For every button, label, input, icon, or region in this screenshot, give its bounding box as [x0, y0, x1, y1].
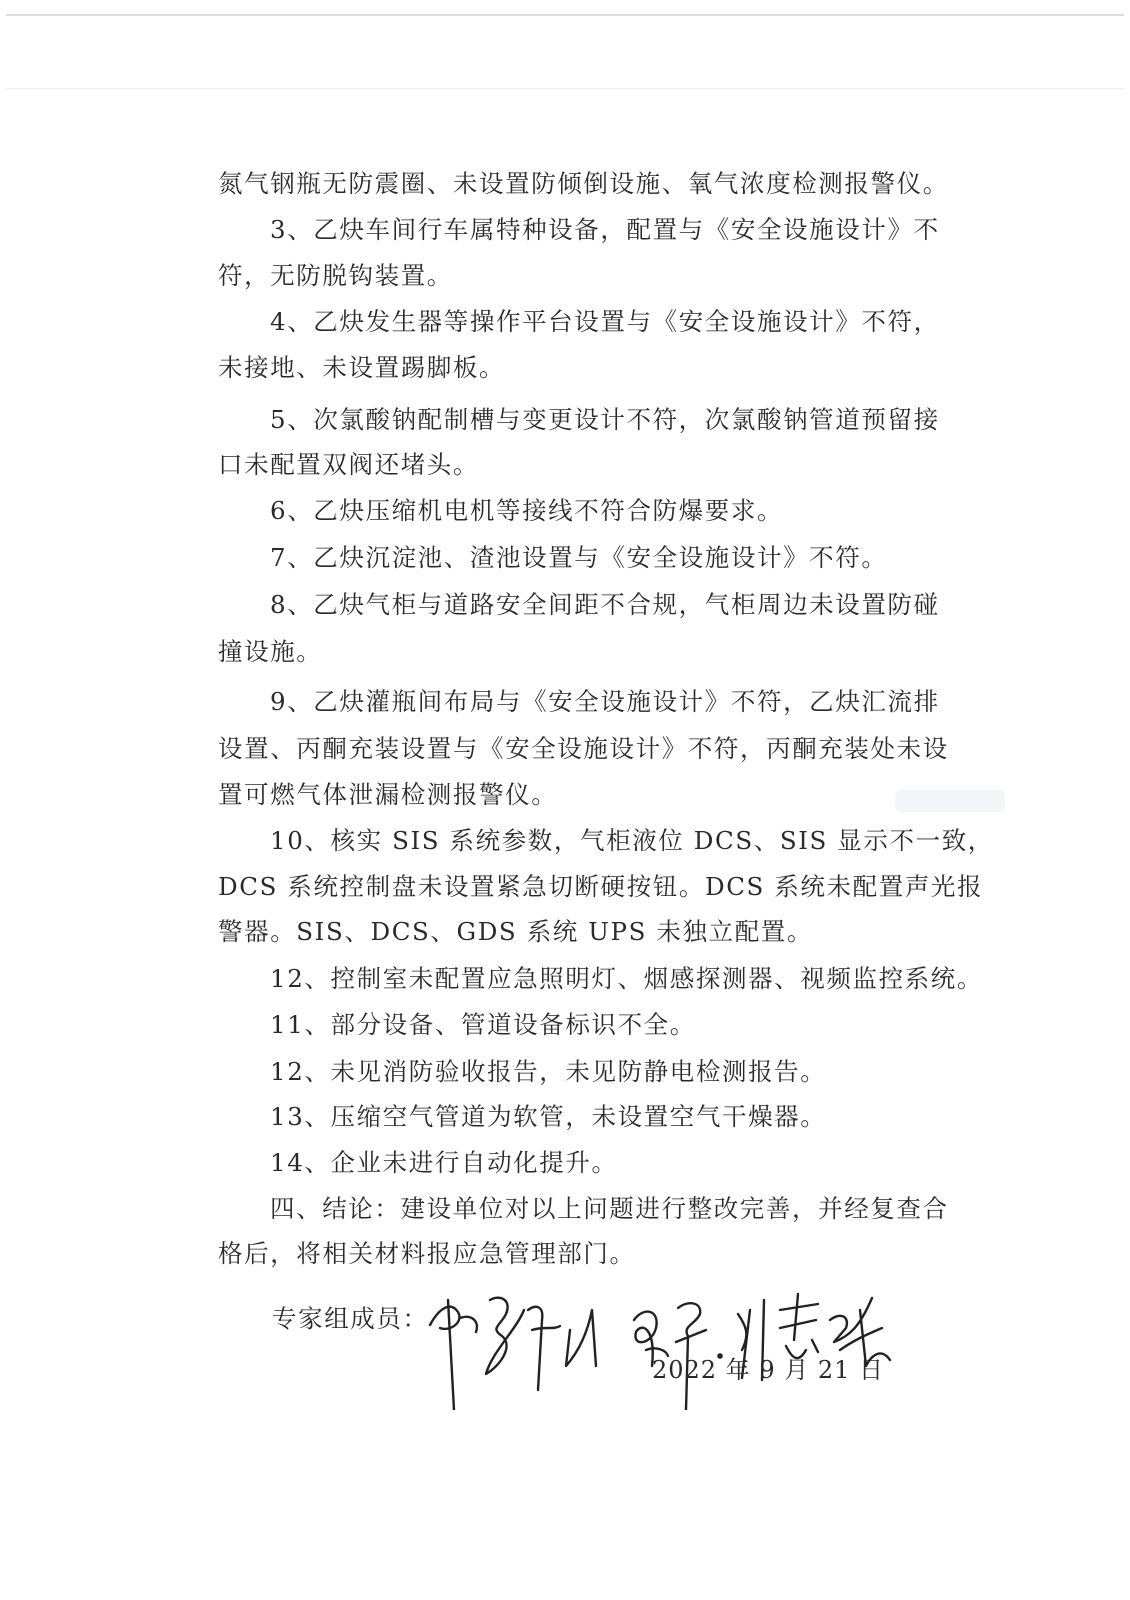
item-6: 6、乙炔压缩机电机等接线不符合防爆要求。: [270, 496, 784, 525]
document-date: 2022 年 9 月 21 日: [652, 1356, 885, 1384]
item-10-line-1: 10、核实 SIS 系统参数，气柜液位 DCS、SIS 显示不一致，: [270, 826, 994, 855]
item-11: 11、部分设备、管道设备标识不全。: [270, 1010, 696, 1039]
text-line: 氮气钢瓶无防震圈、未设置防倾倒设施、氧气浓度检测报警仪。: [218, 169, 949, 198]
item-5-line-2: 口未配置双阀还堵头。: [218, 450, 479, 479]
item-3-line-2: 符，无防脱钩装置。: [218, 261, 453, 290]
item-9-line-1: 9、乙炔灌瓶间布局与《安全设施设计》不符，乙炔汇流排: [270, 687, 940, 716]
item-3-line-1: 3、乙炔车间行车属特种设备，配置与《安全设施设计》不: [270, 215, 940, 244]
signature-label: 专家组成员：: [272, 1304, 429, 1333]
conclusion-line-1: 四、结论：建设单位对以上问题进行整改完善，并经复查合: [270, 1194, 949, 1223]
conclusion-line-2: 格后，将相关材料报应急管理部门。: [218, 1239, 636, 1268]
item-13: 13、压缩空气管道为软管，未设置空气干燥器。: [270, 1102, 827, 1131]
item-10-line-3: 警器。SIS、DCS、GDS 系统 UPS 未独立配置。: [218, 917, 813, 946]
item-12a: 12、控制室未配置应急照明灯、烟感探测器、视频监控系统。: [270, 964, 983, 993]
item-4-line-2: 未接地、未设置踢脚板。: [218, 353, 506, 382]
item-9-line-3: 置可燃气体泄漏检测报警仪。: [218, 780, 558, 809]
item-8-line-2: 撞设施。: [218, 637, 323, 666]
item-14: 14、企业未进行自动化提升。: [270, 1148, 618, 1177]
item-8-line-1: 8、乙炔气柜与道路安全间距不合规，气柜周边未设置防碰: [270, 590, 940, 619]
item-10-line-2: DCS 系统控制盘未设置紧急切断硬按钮。DCS 系统未配置声光报: [218, 872, 984, 901]
scan-smudge: [895, 790, 1005, 812]
item-12b: 12、未见消防验收报告，未见防静电检测报告。: [270, 1057, 827, 1086]
scan-edge-line: [6, 14, 1124, 16]
handwritten-signatures: [420, 1270, 920, 1410]
item-4-line-1: 4、乙炔发生器等操作平台设置与《安全设施设计》不符，: [270, 307, 940, 336]
item-9-line-2: 设置、丙酮充装设置与《安全设施设计》不符，丙酮充装处未设: [218, 734, 949, 763]
item-7: 7、乙炔沉淀池、渣池设置与《安全设施设计》不符。: [270, 543, 888, 572]
item-5-line-1: 5、次氯酸钠配制槽与变更设计不符，次氯酸钠管道预留接: [270, 405, 940, 434]
scan-edge-line-faint: [6, 88, 1124, 89]
